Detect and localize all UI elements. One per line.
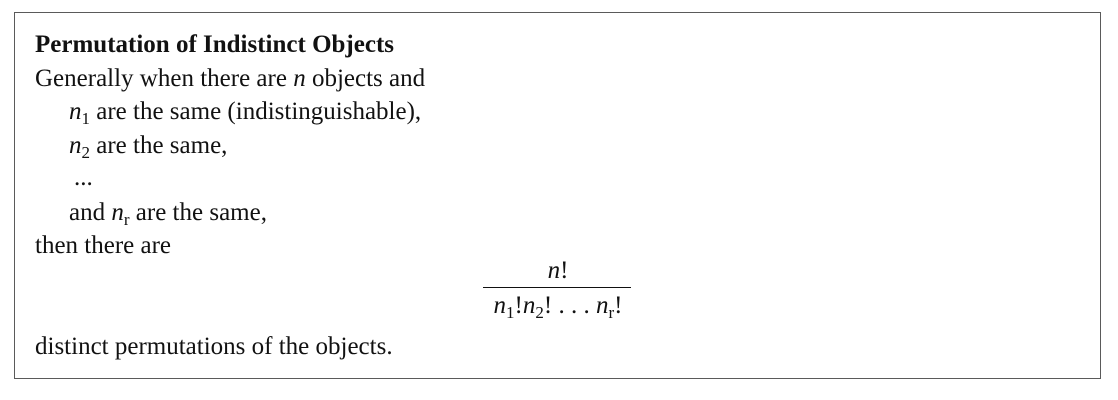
denominator-sub-1: 1 xyxy=(506,303,515,322)
variable-nr: n xyxy=(111,199,124,226)
box-title: Permutation of Indistinct Objects xyxy=(35,31,394,58)
line3-text: are the same, xyxy=(90,132,228,159)
statement-line-3 xyxy=(69,131,227,161)
variable-n1: n xyxy=(69,98,82,125)
denominator-factorial-ellipsis: ! . . . xyxy=(543,292,596,319)
statement-line-2 xyxy=(69,97,421,127)
statement-line-6: then there are xyxy=(35,232,172,259)
variable-n: n xyxy=(293,65,306,92)
denominator-factorial-1: ! xyxy=(514,292,523,319)
denominator-n1: n xyxy=(493,292,507,319)
denominator-factorial-r: ! xyxy=(614,292,623,319)
line5-text: and xyxy=(69,199,112,226)
statement-line-1 xyxy=(35,64,425,94)
variable-n2: n xyxy=(69,132,82,159)
ellipsis-line: ... xyxy=(74,164,93,191)
numerator-factorial: ! xyxy=(560,257,569,284)
denominator-sub-r: r xyxy=(608,303,615,322)
subscript-r: r xyxy=(123,210,130,229)
formula-denominator xyxy=(478,291,638,321)
line1-text: Generally when there are xyxy=(35,65,294,92)
denominator-sub-2: 2 xyxy=(535,303,544,322)
conclusion-line: distinct permutations of the objects. xyxy=(35,333,393,360)
subscript-2: 2 xyxy=(81,143,90,162)
fraction-bar xyxy=(483,287,631,288)
numerator-n: n xyxy=(547,257,561,284)
line1-text-end: objects and xyxy=(305,65,426,92)
formula-numerator xyxy=(478,256,638,286)
denominator-n2: n xyxy=(522,292,536,319)
line5-text-end: are the same, xyxy=(129,199,267,226)
denominator-nr: n xyxy=(595,292,609,319)
subscript-1: 1 xyxy=(81,109,90,128)
statement-line-5 xyxy=(69,198,267,228)
line2-text: are the same (indistinguishable), xyxy=(90,98,422,125)
